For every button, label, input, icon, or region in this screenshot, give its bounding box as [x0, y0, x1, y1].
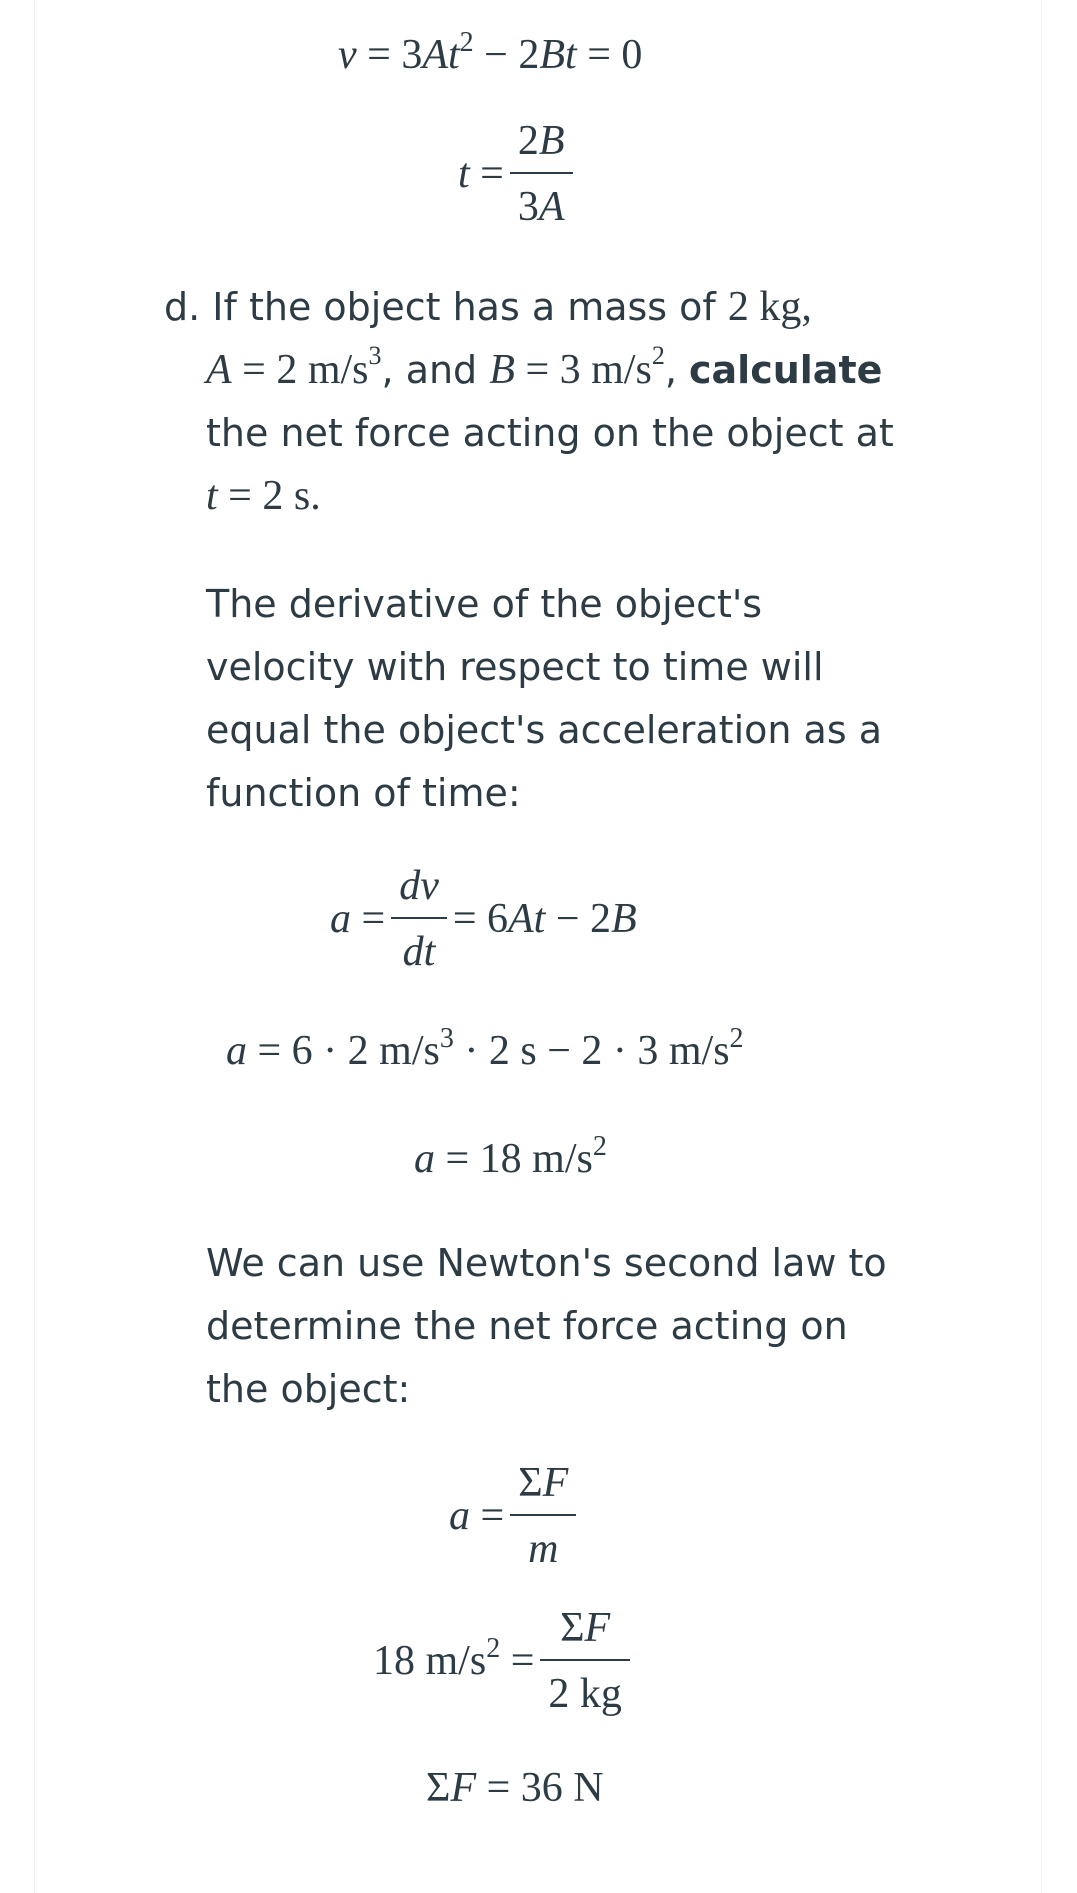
t-solution-equation: t = $\frac{2B}{3A}$ [458, 120, 579, 228]
newton-paragraph [206, 1232, 1006, 1421]
newton-equation: a = $\frac{\Sigma F}{m}$ [449, 1462, 582, 1570]
derivative-line-2: velocity with respect to time will [206, 645, 824, 689]
newton-line-2: determine the net force acting on [206, 1304, 848, 1348]
derivative-line-4: function of time: [206, 771, 521, 815]
b-value: B = 3 $m/s^2$ [489, 341, 665, 393]
newton-line-1: We can use Newton's second law to [206, 1241, 887, 1285]
comma-text: , [664, 348, 677, 392]
derivative-paragraph [206, 573, 1006, 825]
derivative-line-1: The derivative of the object's [206, 582, 763, 626]
velocity-zero-equation: $v = 3At^2 - 2Bt = 0$ [338, 27, 643, 78]
accel-substitution-equation: a = 6 · 2 $m/s^3 \cdot 2$ s − 2 · 3 $m/s^2$ [226, 1023, 744, 1074]
mass-value: 2 kg, [727, 284, 812, 330]
part-d-label: d. [164, 285, 201, 329]
and-text: , and [381, 348, 478, 392]
accel-result-equation: a = 18 $m/s^2$ [414, 1131, 607, 1182]
a-value: A = 2 $m/s^3$ [206, 341, 382, 393]
part-d-line3: the net force acting on the object at [206, 411, 894, 455]
part-d-question [164, 276, 1024, 528]
calculate-text: calculate [689, 348, 883, 392]
derivative-line-3: equal the object's acceleration as a [206, 708, 882, 752]
time-value: t = 2 s. [206, 473, 321, 519]
force-result-equation: ΣF = 36 N [426, 1765, 604, 1811]
part-d-line1-text: If the object has a mass of [212, 285, 716, 329]
accel-derivative-equation: a = $\frac{dv}{dt}$ = 6At − 2B [330, 863, 637, 975]
newton-substitution-equation: 18 $m/s^2$ = $\frac{\Sigma F}{2 kg}$ [373, 1607, 636, 1715]
newton-line-3: the object: [206, 1367, 411, 1411]
